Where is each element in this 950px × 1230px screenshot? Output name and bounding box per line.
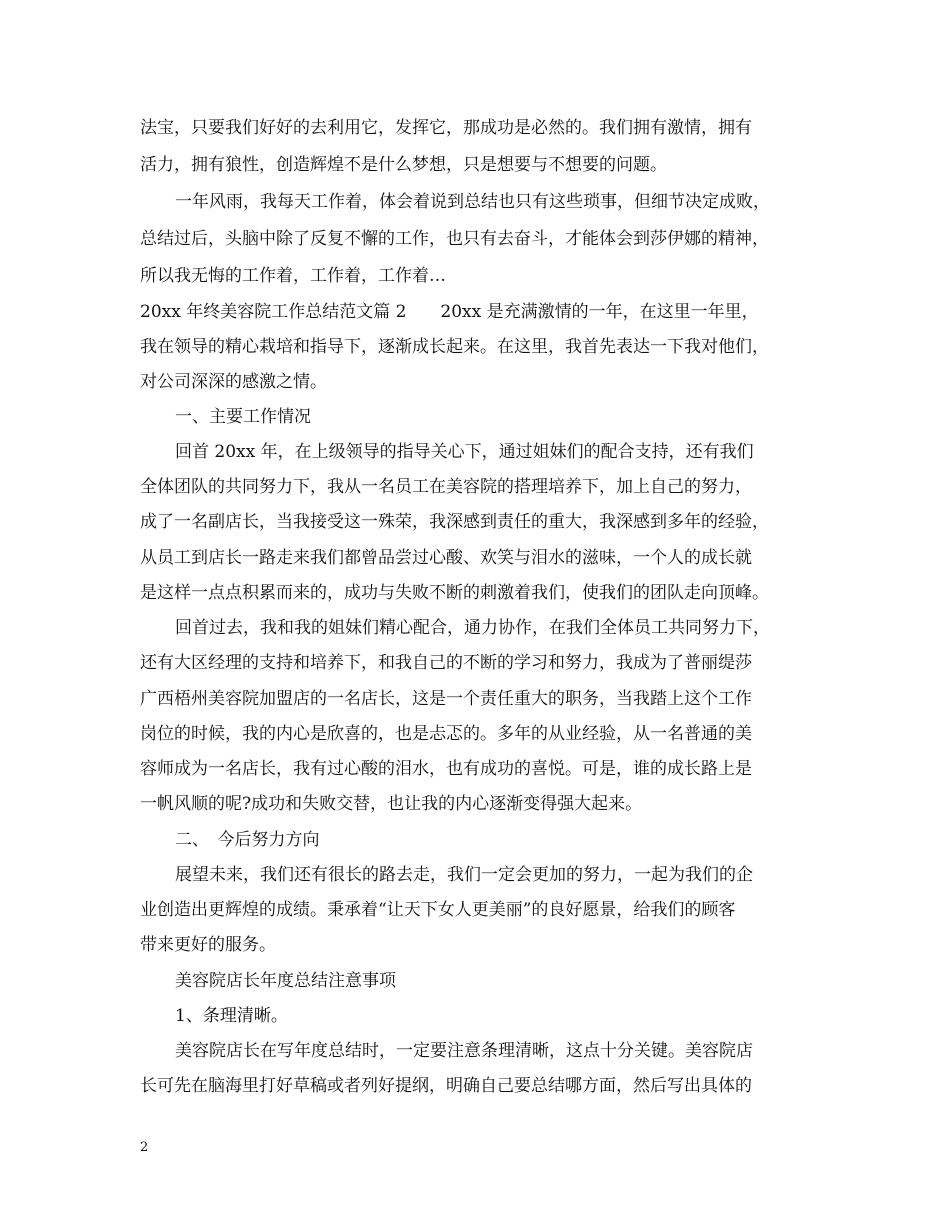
text-line: 全体团队的共同努力下，我从一名员工在美容院的搭理培养下，加上自己的努力， bbox=[140, 477, 752, 497]
text-line: 回首过去，我和我的姐妹们精心配合，通力协作，在我们全体员工共同努力下， bbox=[175, 618, 770, 638]
text-line: 一年风雨，我每天工作着，体会着说到总结也只有这些琐事，但细节决定成败， bbox=[175, 192, 770, 212]
text-line: 长可先在脑海里打好草稿或者列好提纲，明确自己要总结哪方面，然后写出具体的 bbox=[140, 1076, 752, 1096]
text-line: 是这样一点点积累而来的，成功与失败不断的刺激着我们，使我们的团队走向顶峰。 bbox=[140, 583, 769, 603]
text-line: 广西梧州美容院加盟店的一名店长，这是一个责任重大的职务，当我踏上这个工作 bbox=[140, 689, 752, 709]
text-line: 业创造出更辉煌的成绩。秉承着“让天下女人更美丽”的良好愿景，给我们的顾客 bbox=[140, 900, 736, 920]
text-line: 对公司深深的感激之情。 bbox=[140, 372, 327, 392]
text-line: 法宝，只要我们好好的去利用它，发挥它，那成功是必然的。我们拥有激情，拥有 bbox=[140, 118, 752, 138]
text-line: 容师成为一名店长，我有过心酸的泪水，也有成功的喜悦。可是，谁的成长路上是 bbox=[140, 759, 752, 779]
text-line: 所以我无悔的工作着，工作着，工作着… bbox=[140, 266, 446, 286]
text-line: 从员工到店长一路走来我们都曾品尝过心酸、欢笑与泪水的滋味，一个人的成长就 bbox=[140, 548, 752, 568]
text-line: 总结过后，头脑中除了反复不懈的工作，也只有去奋斗，才能体会到莎伊娜的精神， bbox=[140, 229, 769, 249]
page-number: 2 bbox=[140, 1140, 149, 1155]
text-line: 岗位的时候，我的内心是欣喜的，也是忐忑的。多年的从业经验，从一名普通的美 bbox=[140, 724, 752, 744]
text-line: 我在领导的精心栽培和指导下，逐渐成长起来。在这里，我首先表达一下我对他们， bbox=[140, 337, 769, 357]
text-line: 20xx 年终美容院工作总结范文篇 2 20xx 是充满激情的一年，在这里一年里， bbox=[140, 302, 759, 322]
text-line: 展望未来，我们还有很长的路去走，我们一定会更加的努力，一起为我们的企 bbox=[175, 865, 753, 885]
section-heading: 二、 今后努力方向 bbox=[175, 830, 320, 850]
text-line: 活力，拥有狼性，创造辉煌不是什么梦想，只是想要与不想要的问题。 bbox=[140, 155, 667, 175]
text-line: 回首 20xx 年，在上级领导的指导关心下，通过姐妹们的配合支持，还有我们 bbox=[175, 442, 754, 462]
list-item-heading: 1、条理清晰。 bbox=[175, 1006, 288, 1026]
text-line: 美容院店长在写年度总结时，一定要注意条理清晰，这点十分关键。美容院店 bbox=[175, 1041, 753, 1061]
text-line: 还有大区经理的支持和培养下，和我自己的不断的学习和努力，我成为了普丽缇莎 bbox=[140, 653, 752, 673]
text-line: 带来更好的服务。 bbox=[140, 935, 276, 955]
section-heading: 一、主要工作情况 bbox=[175, 407, 311, 427]
section-heading: 美容院店长年度总结注意事项 bbox=[175, 971, 396, 991]
text-line: 成了一名副店长，当我接受这一殊荣，我深感到责任的重大，我深感到多年的经验， bbox=[140, 512, 769, 532]
text-line: 一帆风顺的呢?成功和失败交替，也让我的内心逐渐变得强大起来。 bbox=[140, 794, 643, 814]
